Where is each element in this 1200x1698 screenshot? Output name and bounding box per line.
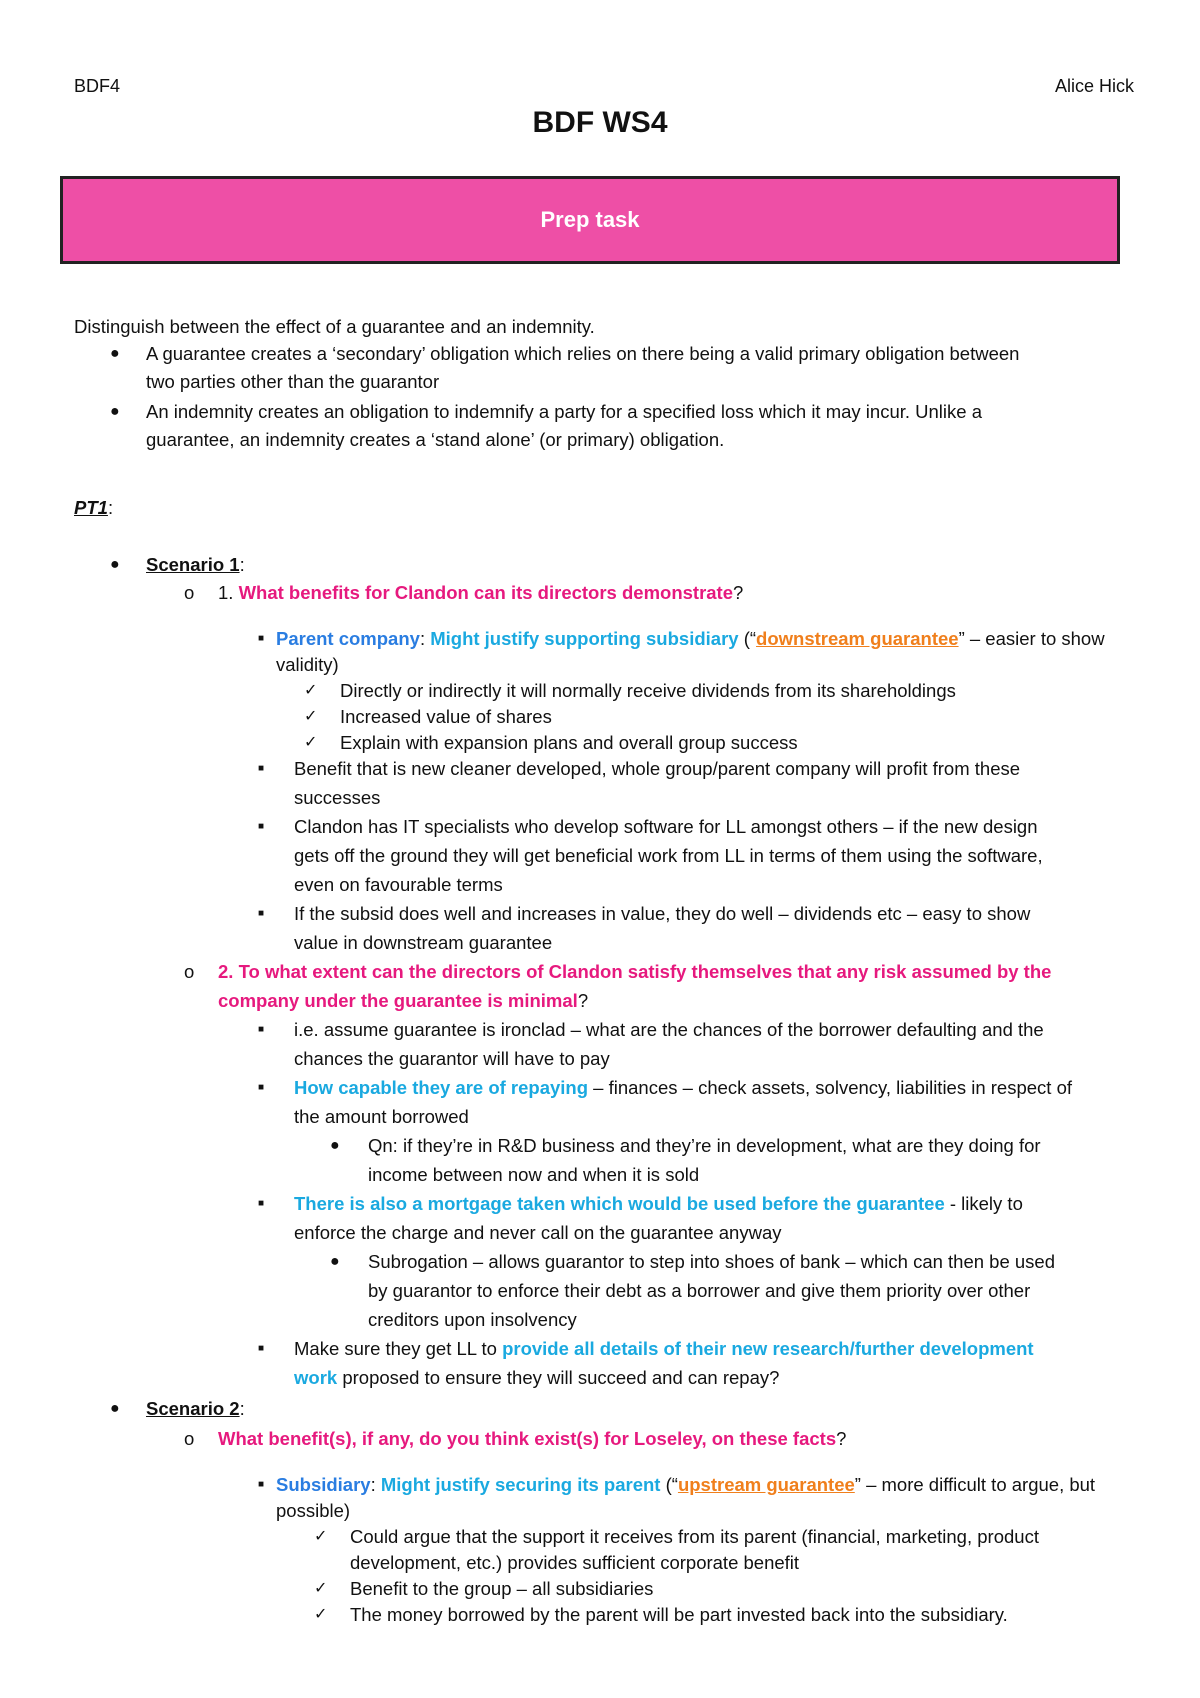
square-bullet-icon: ■ — [258, 908, 265, 919]
q2-number: 2. — [218, 961, 239, 982]
scenario-2-colon: : — [239, 1398, 245, 1419]
repaying-highlight: How capable they are of repaying — [294, 1077, 589, 1098]
intro-text: Distinguish between the effect of a guarantee and an indemnity. — [74, 316, 595, 337]
check-icon: ✓ — [304, 682, 318, 699]
q1-number: 1. — [218, 582, 239, 603]
q2-text-2: company under the guarantee is minimal — [218, 990, 578, 1011]
parent-close: ” – easier to show — [958, 628, 1105, 649]
parent-company-label: Parent company — [276, 628, 420, 649]
square-bullet-icon: ■ — [258, 763, 265, 774]
header-left: BDF4 — [74, 76, 121, 96]
square-bullet-icon: ■ — [258, 821, 265, 832]
bullet-icon: ● — [110, 345, 120, 362]
mortgage-line-1 — [294, 1190, 1023, 1218]
square-bullet-icon: ■ — [258, 1082, 265, 1093]
subsidiary-line-2: possible) — [276, 1500, 351, 1521]
mortgage-rest: - likely to — [944, 1193, 1023, 1214]
scenario-1-label: Scenario 1 — [146, 554, 240, 575]
circle-bullet-icon: o — [184, 961, 195, 982]
check-icon: ✓ — [304, 734, 318, 751]
details-rest: proposed to ensure they will succeed and can repay? — [337, 1367, 780, 1388]
q1-suffix: ? — [733, 582, 744, 603]
bullet-icon: ● — [330, 1137, 340, 1154]
subsidiary-label: Subsidiary — [276, 1474, 371, 1495]
repaying-rest: – finances – check assets, solvency, liabilities in respect of — [588, 1077, 1073, 1098]
ironclad-line-1: i.e. assume guarantee is ironclad – what are the chances of the borrower defaulting and the — [294, 1019, 1044, 1040]
square-bullet-icon: ■ — [258, 1479, 265, 1490]
s2-question-text: What benefit(s), if any, do you think exist(s) for Loseley, on these facts — [218, 1428, 837, 1449]
subsidiary-colon: : — [370, 1474, 381, 1495]
subrogation-line-3: creditors upon insolvency — [368, 1309, 577, 1330]
check-icon: ✓ — [304, 708, 318, 725]
prep-task-banner — [60, 176, 1120, 264]
cleaner-benefit-line-1: Benefit that is new cleaner developed, whole group/parent company will profit from these — [294, 758, 1021, 779]
header-right: Alice Hick — [1054, 76, 1134, 96]
details-highlight-1: provide all details of their new research/further development — [502, 1338, 1034, 1359]
money-invested: The money borrowed by the parent will be part invested back into the subsidiary. — [350, 1604, 1008, 1625]
mortgage-highlight: There is also a mortgage taken which would be used before the guarantee — [294, 1193, 945, 1214]
it-specialists-line-2: gets off the ground they will get beneficial work from LL in terms of them using the software, — [294, 845, 1043, 866]
subsidiary-text: Might justify securing its parent — [380, 1474, 661, 1495]
check-icon: ✓ — [314, 1580, 328, 1597]
scenario-1-heading — [146, 551, 245, 579]
details-line-2 — [294, 1364, 779, 1392]
scenario-1-question-2-line-1 — [218, 958, 1051, 986]
pt1-heading — [74, 494, 113, 522]
subsidiary-close: ” – more difficult to argue, but — [854, 1474, 1096, 1495]
s2-question-suffix: ? — [836, 1428, 847, 1449]
benefit-dividends: Directly or indirectly it will normally receive dividends from its shareholdings — [340, 680, 956, 701]
repaying-line-1 — [294, 1074, 1072, 1102]
details-highlight-2: work — [294, 1367, 338, 1388]
pt1-colon: : — [107, 497, 114, 518]
guarantee-line-1: A guarantee creates a ‘secondary’ obligation which relies on there being a valid primary obligation between — [146, 343, 1020, 364]
benefit-expansion: Explain with expansion plans and overall group success — [340, 732, 798, 753]
check-icon: ✓ — [314, 1528, 328, 1545]
scenario-2-heading — [146, 1395, 245, 1423]
square-bullet-icon: ■ — [258, 1198, 265, 1209]
parent-colon: : — [419, 628, 431, 649]
page-title: BDF WS4 — [532, 106, 668, 139]
mortgage-line-2: enforce the charge and never call on the guarantee anyway — [294, 1222, 782, 1243]
indemnity-line-2: guarantee, an indemnity creates a ‘stand alone’ (or primary) obligation. — [146, 429, 725, 450]
square-bullet-icon: ■ — [258, 633, 265, 644]
subsidiary-open: (“ — [660, 1474, 678, 1495]
support-line-2: development, etc.) provides sufficient corporate benefit — [350, 1552, 800, 1573]
ironclad-line-2: chances the guarantor will have to pay — [294, 1048, 610, 1069]
check-icon: ✓ — [314, 1606, 328, 1623]
downstream-guarantee: downstream guarantee — [756, 628, 959, 649]
subrogation-line-2: by guarantor to enforce their debt as a borrower and give them priority over other — [368, 1280, 1031, 1301]
details-line-1 — [294, 1335, 1034, 1363]
parent-open: (“ — [738, 628, 757, 649]
q2-text-1: To what extent can the directors of Clandon satisfy themselves that any risk assumed by the — [238, 961, 1052, 982]
it-specialists-line-3: even on favourable terms — [294, 874, 503, 895]
details-pre: Make sure they get LL to — [294, 1338, 503, 1359]
scenario-2-question — [218, 1425, 846, 1453]
benefit-share-value: Increased value of shares — [340, 706, 552, 727]
q1-text: What benefits for Clandon can its directors demonstrate — [238, 582, 734, 603]
square-bullet-icon: ■ — [258, 1024, 265, 1035]
bullet-icon: ● — [330, 1253, 340, 1270]
bullet-icon: ● — [110, 556, 120, 573]
scenario-1-colon: : — [239, 554, 245, 575]
bullet-icon: ● — [110, 1400, 120, 1417]
square-bullet-icon: ■ — [258, 1343, 265, 1354]
indemnity-line-1: An indemnity creates an obligation to indemnify a party for a specified loss which it may incur. Unlike a — [146, 401, 982, 422]
upstream-guarantee: upstream guarantee — [677, 1474, 855, 1495]
banner-label: Prep task — [540, 207, 640, 232]
parent-company-line-2: validity) — [276, 654, 339, 675]
pt1-label: PT1 — [74, 497, 108, 518]
it-specialists-line-1: Clandon has IT specialists who develop software for LL amongst others – if the new design — [294, 816, 1038, 837]
support-line-1: Could argue that the support it receives from its parent (financial, marketing, product — [350, 1526, 1039, 1547]
guarantee-line-2: two parties other than the guarantor — [146, 371, 440, 392]
group-benefit: Benefit to the group – all subsidiaries — [350, 1578, 654, 1599]
subsidiary-line-1 — [276, 1471, 1095, 1499]
circle-bullet-icon: o — [184, 1428, 195, 1449]
parent-company-line-1 — [276, 625, 1105, 653]
parent-company-text: Might justify supporting subsidiary — [430, 628, 739, 649]
cleaner-benefit-line-2: successes — [294, 787, 381, 808]
scenario-2-label: Scenario 2 — [146, 1398, 240, 1419]
scenario-1-question-1 — [218, 579, 743, 607]
subrogation-line-1: Subrogation – allows guarantor to step into shoes of bank – which can then be used — [368, 1251, 1056, 1272]
scenario-1-question-2-line-2 — [218, 987, 588, 1015]
qn-line-1: Qn: if they’re in R&D business and they’re in development, what are they doing for — [368, 1135, 1041, 1156]
subsid-value-line-1: If the subsid does well and increases in value, they do well – dividends etc – easy to show — [294, 903, 1031, 924]
repaying-line-2: the amount borrowed — [294, 1106, 469, 1127]
subsid-value-line-2: value in downstream guarantee — [294, 932, 553, 953]
qn-line-2: income between now and when it is sold — [368, 1164, 700, 1185]
circle-bullet-icon: o — [184, 582, 195, 603]
q2-suffix: ? — [577, 990, 589, 1011]
bullet-icon: ● — [110, 403, 120, 420]
